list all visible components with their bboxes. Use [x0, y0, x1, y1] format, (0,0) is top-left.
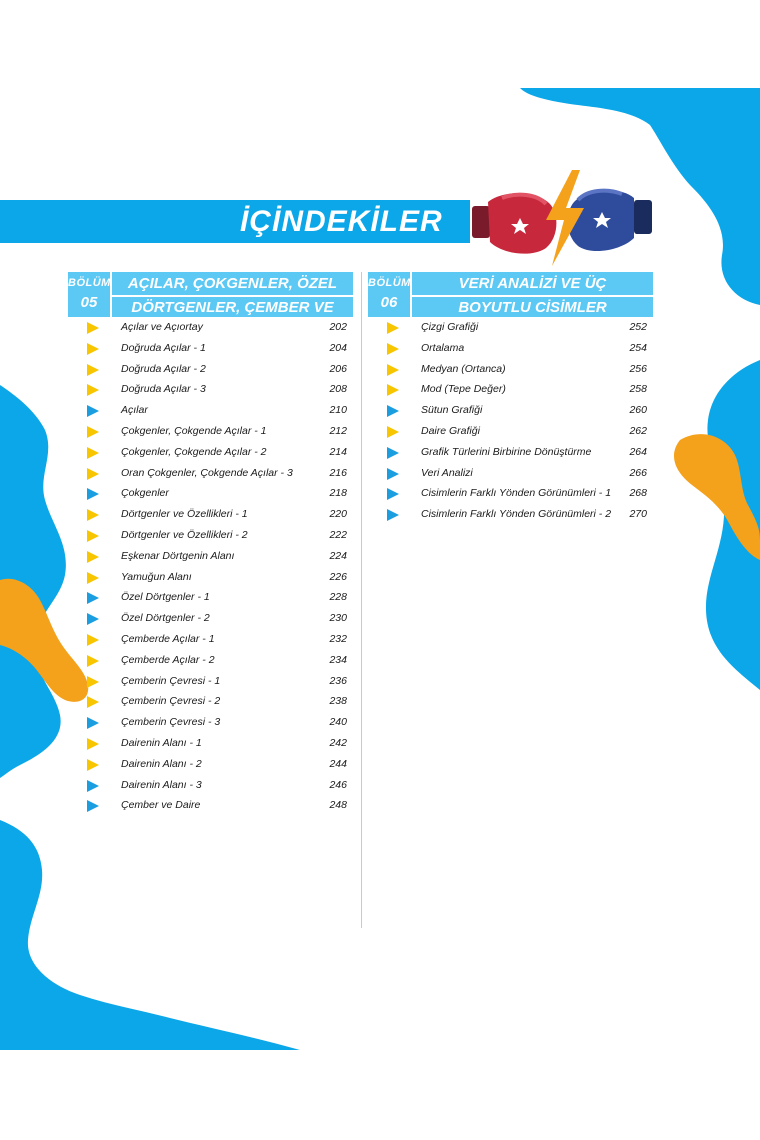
play-triangle-icon [87, 738, 99, 750]
toc-item-title: Oran Çokgenler, Çokgende Açılar - 3 [121, 466, 293, 479]
play-triangle-icon [87, 447, 99, 459]
toc-item[interactable] [68, 504, 353, 525]
play-triangle-icon [87, 572, 99, 584]
section-label: BÖLÜM [68, 277, 111, 289]
toc-item-title: Veri Analizi [421, 466, 473, 479]
toc-item-title: Grafik Türlerini Birbirine Dönüştürme [421, 445, 592, 458]
section-title-line2: BOYUTLU CİSİMLER [412, 295, 653, 319]
toc-item[interactable] [368, 442, 653, 463]
toc-item-page: 252 [629, 321, 647, 333]
toc-item-title: Çemberin Çevresi - 1 [121, 674, 221, 687]
toc-item-title: Dörtgenler ve Özellikleri - 2 [121, 528, 248, 541]
toc-list [68, 317, 353, 816]
toc-item-title: Doğruda Açılar - 1 [121, 341, 206, 354]
toc-item-title: Çizgi Grafiği [421, 321, 479, 333]
toc-item[interactable] [68, 546, 353, 567]
toc-item-page: 222 [329, 528, 347, 541]
toc-item-title: Çember ve Daire [121, 799, 201, 812]
toc-item-page: 270 [629, 508, 647, 521]
toc-item[interactable] [368, 421, 653, 442]
toc-item-title: Eşkenar Dörtgenin Alanı [121, 549, 235, 562]
play-triangle-icon [387, 343, 399, 355]
toc-item-title: Çokgenler, Çokgende Açılar - 2 [121, 445, 267, 458]
play-triangle-icon [87, 509, 99, 521]
toc-item[interactable] [68, 483, 353, 504]
toc-item-page: 226 [329, 570, 347, 583]
toc-item[interactable] [68, 442, 353, 463]
toc-item[interactable] [68, 754, 353, 775]
toc-item[interactable] [68, 421, 353, 442]
toc-item-page: 256 [629, 362, 647, 375]
toc-item-page: 212 [329, 424, 347, 437]
column-divider [361, 272, 362, 928]
play-triangle-icon [387, 468, 399, 480]
toc-item[interactable] [68, 608, 353, 629]
toc-item[interactable] [68, 671, 353, 692]
toc-item-page: 214 [329, 445, 347, 458]
section-05 [68, 272, 353, 816]
section-number: 06 [380, 294, 398, 311]
toc-item-page: 240 [329, 716, 347, 729]
toc-item-title: Mod (Tepe Değer) [421, 383, 506, 396]
toc-item[interactable] [68, 359, 353, 380]
toc-item-title: Cisimlerin Farklı Yönden Görünümleri - 2 [421, 508, 612, 521]
toc-item[interactable] [68, 795, 353, 816]
toc-item-page: 210 [329, 404, 347, 417]
toc-item-page: 218 [329, 487, 347, 500]
toc-item-page: 258 [629, 383, 647, 396]
toc-item-title: Medyan (Ortanca) [421, 362, 506, 375]
play-triangle-icon [87, 551, 99, 563]
play-triangle-icon [87, 676, 99, 688]
toc-item-page: 220 [329, 508, 347, 521]
section-title-line1: VERİ ANALİZİ VE ÜÇ [458, 275, 607, 292]
toc-item-title: Ortalama [421, 341, 465, 354]
toc-item[interactable] [368, 483, 653, 504]
toc-item-page: 244 [329, 757, 347, 770]
toc-item[interactable] [368, 400, 653, 421]
play-triangle-icon [387, 426, 399, 438]
toc-list [368, 317, 653, 525]
toc-item-page: 264 [629, 445, 647, 458]
section-number-box [368, 272, 412, 317]
toc-item[interactable] [368, 504, 653, 525]
play-triangle-icon [87, 759, 99, 771]
play-triangle-icon [87, 780, 99, 792]
play-triangle-icon [87, 488, 99, 500]
toc-item-page: 266 [629, 466, 647, 479]
play-triangle-icon [87, 592, 99, 604]
toc-item-title: Çemberin Çevresi - 2 [121, 695, 221, 708]
toc-item-page: 260 [629, 404, 647, 417]
toc-item-page: 228 [329, 591, 347, 604]
play-triangle-icon [87, 655, 99, 667]
toc-item[interactable] [68, 629, 353, 650]
section-06 [368, 272, 653, 525]
play-triangle-icon [87, 405, 99, 417]
toc-item[interactable] [368, 379, 653, 400]
play-triangle-icon [387, 384, 399, 396]
play-triangle-icon [87, 530, 99, 542]
toc-item-title: Özel Dörtgenler - 1 [121, 591, 210, 604]
toc-item-title: Dörtgenler ve Özellikleri - 1 [121, 508, 248, 521]
section-label: BÖLÜM [368, 277, 411, 289]
section-title-line1: AÇILAR, ÇOKGENLER, ÖZEL [127, 275, 338, 292]
play-triangle-icon [87, 696, 99, 708]
play-triangle-icon [87, 717, 99, 729]
toc-item-title: Özel Dörtgenler - 2 [121, 612, 210, 625]
toc-item[interactable] [68, 567, 353, 588]
toc-item-page: 248 [329, 799, 347, 812]
toc-item-page: 268 [629, 487, 647, 500]
toc-item-page: 202 [329, 321, 347, 333]
section-title [412, 272, 653, 317]
toc-item[interactable] [68, 712, 353, 733]
toc-item-page: 238 [329, 695, 347, 708]
toc-item[interactable] [68, 317, 353, 338]
toc-item-page: 204 [329, 341, 347, 354]
play-triangle-icon [87, 426, 99, 438]
toc-item-title: Cisimlerin Farklı Yönden Görünümleri - 1 [421, 487, 612, 500]
toc-item-page: 224 [329, 549, 347, 562]
toc-item[interactable] [68, 400, 353, 421]
toc-item[interactable] [68, 379, 353, 400]
toc-item[interactable] [68, 775, 353, 796]
boxing-gloves-icon [462, 168, 662, 268]
toc-item[interactable] [68, 463, 353, 484]
play-triangle-icon [87, 800, 99, 812]
toc-item-title: Çokgenler [121, 487, 169, 500]
toc-item[interactable] [68, 650, 353, 671]
toc-item-page: 232 [329, 632, 347, 645]
play-triangle-icon [387, 447, 399, 459]
play-triangle-icon [87, 384, 99, 396]
play-triangle-icon [387, 364, 399, 376]
play-triangle-icon [87, 634, 99, 646]
toc-item-title: Çemberin Çevresi - 3 [121, 716, 221, 729]
toc-item[interactable] [368, 317, 653, 338]
toc-item-title: Açılar [121, 404, 148, 417]
toc-item-page: 208 [329, 383, 347, 396]
toc-item[interactable] [368, 359, 653, 380]
toc-item[interactable] [68, 587, 353, 608]
toc-item-title: Daire Grafiği [421, 424, 480, 437]
section-number-box [68, 272, 112, 317]
toc-item-page: 242 [329, 736, 347, 749]
toc-item-page: 230 [329, 612, 347, 625]
play-triangle-icon [87, 364, 99, 376]
toc-item[interactable] [368, 463, 653, 484]
toc-item-page: 216 [329, 466, 347, 479]
play-triangle-icon [387, 509, 399, 521]
toc-item-title: Doğruda Açılar - 3 [121, 383, 206, 396]
play-triangle-icon [387, 488, 399, 500]
toc-item-title: Dairenin Alanı - 3 [121, 778, 202, 791]
toc-item-title: Yamuğun Alanı [121, 570, 192, 583]
toc-item-title: Açılar ve Açıortay [121, 321, 203, 333]
toc-item-title: Doğruda Açılar - 2 [121, 362, 206, 375]
toc-item[interactable] [68, 525, 353, 546]
section-number: 05 [80, 294, 98, 311]
toc-item-title: Çokgenler, Çokgende Açılar - 1 [121, 424, 267, 437]
section-header [368, 272, 653, 317]
play-triangle-icon [87, 613, 99, 625]
toc-item-page: 262 [629, 424, 647, 437]
toc-item-title: Dairenin Alanı - 2 [121, 757, 202, 770]
play-triangle-icon [87, 343, 99, 355]
toc-item-page: 254 [629, 341, 647, 354]
page-title: İÇİNDEKİLER [240, 205, 443, 238]
bottom-left-wave [0, 820, 300, 1050]
toc-item-page: 246 [329, 778, 347, 791]
toc-item[interactable] [68, 691, 353, 712]
toc-item-page: 236 [329, 674, 347, 687]
toc-item[interactable] [68, 733, 353, 754]
toc-item[interactable] [368, 338, 653, 359]
section-title-line2: DÖRTGENLER, ÇEMBER VE DAİRE [112, 295, 353, 341]
play-triangle-icon [87, 468, 99, 480]
play-triangle-icon [387, 405, 399, 417]
toc-item-page: 206 [329, 362, 347, 375]
toc-item-title: Sütun Grafiği [421, 404, 483, 417]
toc-item-title: Dairenin Alanı - 1 [121, 736, 202, 749]
toc-item-title: Çemberde Açılar - 1 [121, 632, 215, 645]
play-triangle-icon [87, 322, 99, 334]
toc-item-title: Çemberde Açılar - 2 [121, 653, 215, 666]
toc-item[interactable] [68, 338, 353, 359]
play-triangle-icon [387, 322, 399, 334]
toc-item-page: 234 [329, 653, 347, 666]
